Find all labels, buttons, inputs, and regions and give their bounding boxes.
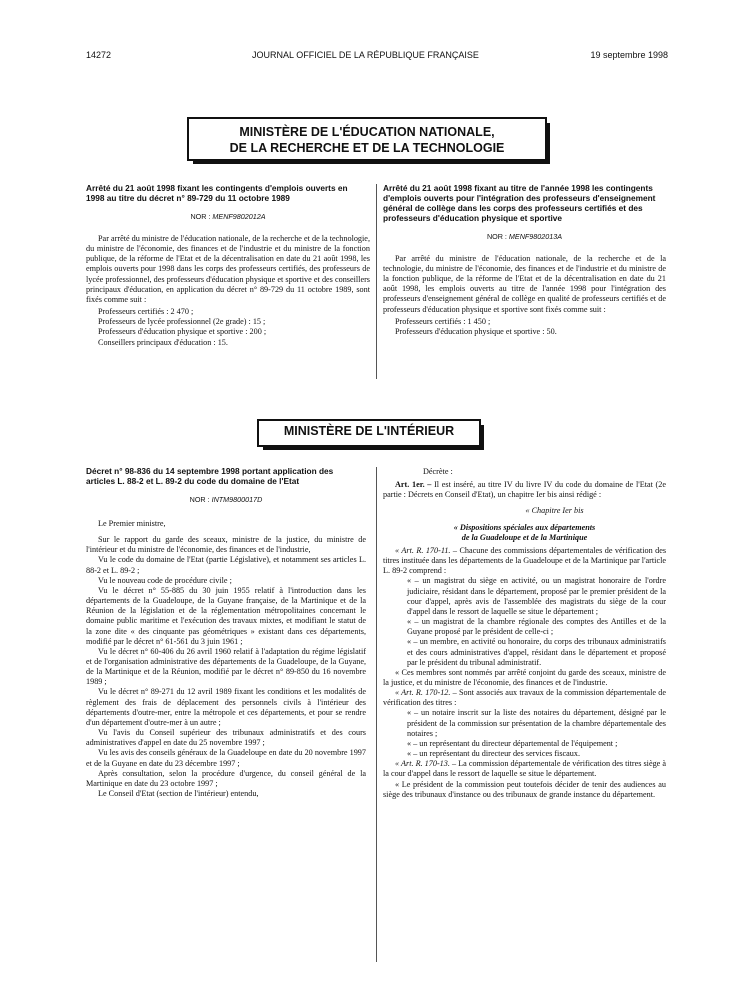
page-number: 14272 [86,50,112,60]
visa-paragraph: Vu le code du domaine de l'Etat (partie Législative), et notamment ses articles L. 88-2 et L. 89-2 ; [86,555,366,575]
article-paragraph: « Ces membres sont nommés par arrêté conjoint du garde des sceaux, ministre de la justice, et du ministre de l'économie, des finances et de l'industrie. [383,667,666,687]
column-divider [376,467,377,962]
decret-intro: Le Premier ministre, [98,518,166,528]
ministry-heading-education [187,117,547,161]
visa-paragraph: Vu l'avis du Conseil supérieur des tribunaux administratifs et des cours administratives d'appel en date du 25 novembre 1997 ; [86,728,366,748]
list-item: Professeurs certifiés : 2 470 ; [98,307,194,317]
visa-paragraph: Vu le décret n° 60-406 du 26 avril 1960 relatif à l'adaptation du régime législatif et de l'organisation administrative des départements de la Guadeloupe, de la Guyane, de la Martinique et de la Réunion, modifié par le décret n° 89-850 du 16 novembre 1989 ; [86,646,366,687]
list-item: Professeurs d'éducation physique et sportive : 200 ; [98,327,267,337]
list-item: « – un notaire inscrit sur la liste des notaires du département, désigné par le président de la commission sur présentation de la chambre départementale des notaires ; [407,708,666,738]
column-divider [376,184,377,379]
decret-right-column [383,467,666,800]
nor-reference [86,495,366,505]
list-item: « – un représentant du directeur des services fiscaux. [407,749,581,759]
article-text: Chacune des commissions départementales de vérification des titres instituée dans les départements de la Guadeloupe et de la Martinique par l'article L. 89-2 comprend : [383,545,667,576]
visa-paragraph: Vu le décret n° 55-885 du 30 juin 1955 relatif à l'introduction dans les départements de la Guadeloupe, de la Guyane française, de la Martinique et de la Réunion de la législation et de la réglementation métropolitaines concernant le domaine public maritime et l'exécution des travaux mixtes, et modifiant le statut de la zone dite « des cinquante pas géométriques » existant dans ces départements, modifié par le décret n° 61-561 du 3 juin 1961 ; [86,585,366,646]
nor-code: MENF9802013A [508,231,563,241]
list-item: « – un membre, en activité ou honoraire, du corps des tribunaux administratifs et des cours administratives d'appel, résidant dans le département et proposé par le président du tribunal administratif. [407,637,666,667]
ministry-heading-line1: MINISTÈRE DE L'ÉDUCATION NATIONALE, [239,125,495,139]
ministry-heading-line2: DE LA RECHERCHE ET DE LA TECHNOLOGIE [229,141,505,155]
article-paragraph: « Le président de la commission peut toutefois décider de tenir des audiences au siège des tribunaux d'instance ou des tribunaux de grande instance du département. [383,779,666,799]
list-item: Professeurs de lycée professionnel (2e grade) : 15 ; [98,317,266,327]
article-label: « Art. R. 170-12. – [395,688,457,698]
section-heading-line1: « Dispositions spéciales aux départements [453,522,596,532]
nor-label: NOR : [189,494,210,504]
section-heading-line2: de la Guadeloupe et de la Martinique [461,532,588,542]
visa-paragraph: Après consultation, selon la procédure d'urgence, du conseil général de la Martinique en date du 23 octobre 1997 ; [86,768,366,788]
list-item: « – un représentant du directeur départemental de l'équipement ; [407,738,618,748]
visa-paragraph: Sur le rapport du garde des sceaux, ministre de la justice, du ministre de l'intérieur et du ministre de l'économie, des finances et de l'industrie, [86,535,366,555]
nor-reference [383,232,666,242]
arrete-contingents-1989 [86,184,370,348]
list-item: Professeurs certifiés : 1 450 ; [395,316,491,326]
article-label: Art. 1er. – [395,480,432,490]
decrete-label: Décrète : [423,467,453,476]
article-text: Sont associés aux travaux de la commission départementale de vérification des titres : [383,688,666,708]
nor-label: NOR : [486,231,507,241]
arrete-title: Arrêté du 21 août 1998 fixant les contingents d'emplois ouverts en 1998 au titre du décret n° 89-729 du 11 octobre 1989 [86,183,348,203]
list-item: Professeurs d'éducation physique et sportive : 50. [395,326,557,336]
decret-title: Décret n° 98-836 du 14 septembre 1998 portant application des articles L. 88-2 et L. 89-2 du code du domaine de l'Etat [86,466,334,486]
nor-code: INTM9800017D [211,494,263,504]
visa-paragraph: Vu le nouveau code de procédure civile ; [98,575,232,585]
decret-left-column [86,467,366,799]
article-label: « Art. R. 170-13. – [395,759,457,769]
visa-paragraph: Vu le décret n° 89-271 du 12 avril 1989 fixant les conditions et les modalités de règlement des frais de déplacement des personnels civils à l'intérieur des départements d'outre-mer, entre la métropole et ces départements, et pour se rendre d'un département d'outre-mer à un autre ; [86,687,366,727]
article-r170-12 [383,688,666,708]
chapter-heading: « Chapitre Ier bis [525,506,584,516]
nor-label: NOR : [190,211,211,221]
article-r170-11 [383,546,666,576]
journal-title: JOURNAL OFFICIEL DE LA RÉPUBLIQUE FRANÇAISE [252,50,479,60]
article-1 [383,480,666,500]
list-item: Conseillers principaux d'éducation : 15. [98,337,228,347]
list-item: « – un magistrat du siège en activité, ou un magistrat honoraire de l'ordre judiciaire, résidant dans le département, proposé par le premier président de la cour d'appel, après avis de l'assemblée des magistrats du siège de la cour d'appel dans le ressort de laquelle se situe le département ; [407,576,666,616]
issue-date: 19 septembre 1998 [590,50,668,60]
article-r170-13 [383,759,666,779]
list-item: « – un magistrat de la chambre régionale des comptes des Antilles et de la Guyane proposé par le président de celle-ci ; [407,617,666,637]
article-text: Il est inséré, au titre IV du livre IV du code du domaine de l'Etat (2e partie : Décrets en Conseil d'Etat), un chapitre Ier bis ainsi rédigé : [383,480,666,500]
article-label: « Art. R. 170-11. – [395,545,458,555]
arrete-title: Arrêté du 21 août 1998 fixant au titre de l'année 1998 les contingents d'emplois ouverts pour l'intégration des professeurs d'enseignement général de collège dans les corps des professeurs certifiés et des professeurs d'éducation physique et sportive [383,183,656,223]
ministry-heading-line1: MINISTÈRE DE L'INTÉRIEUR [283,424,455,438]
nor-reference [86,212,370,222]
ministry-heading-interior [257,419,481,447]
arrete-integration-pegc [383,184,666,337]
visa-paragraph: Vu les avis des conseils généraux de la Guadeloupe en date du 20 novembre 1997 et de la Guyane en date du 23 décembre 1997 ; [86,748,366,768]
article-text: La commission départementale de vérification des titres siège à la cour d'appel dans le ressort de laquelle se situe le département. [383,759,667,779]
nor-code: MENF9802012A [212,211,266,221]
arrete-body: Par arrêté du ministre de l'éducation nationale, de la recherche et de la technologie, du ministre de l'économie, des finances et de l'industrie et du ministre de la fonction publique, de la réforme de l'Etat et de la décentralisation en date du 21 août 1998, les emplois ouverts au titre de l'année 1998 pour l'intégration des professeurs d'enseignement général de collège en qualité de professeurs certifiés et de professeurs d'éducation physique et sportive sont fixés comme suit : [383,253,666,314]
visa-paragraph: Le Conseil d'Etat (section de l'intérieur) entendu, [98,789,259,799]
arrete-body: Par arrêté du ministre de l'éducation nationale, de la recherche et de la technologie, du ministre de l'économie, des finances et de l'industrie et du ministre de la fonction publique, de la réforme de l'Etat et de la décentralisation en date du 21 août 1998, les emplois ouverts pour 1998 dans les corps des professeurs certifiés, des professeurs de lycée professionnel, des professeurs d'éducation physique et sportive et des conseillers principaux d'éducation, en application du décret n° 89-729 du 11 octobre 1989, sont fixés comme suit : [86,233,370,304]
